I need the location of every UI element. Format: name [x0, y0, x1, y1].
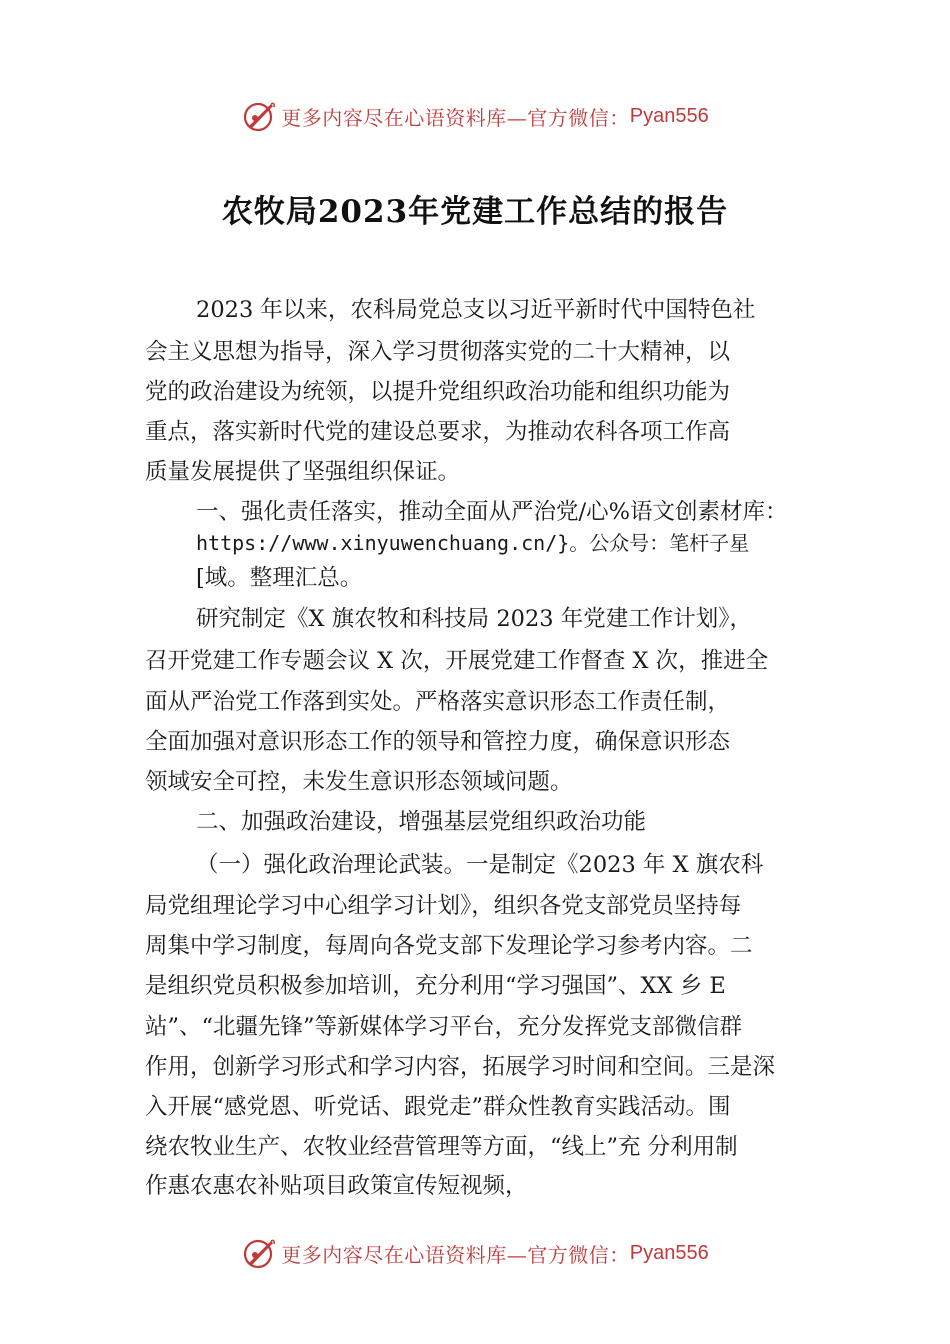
body-line: 周集中学习制度，每周向各党支部下发理论学习参考内容。二: [145, 933, 753, 959]
body-line: 作用，创新学习形式和学习内容，拓展学习时间和空间。三是深: [145, 1054, 776, 1080]
body-line-url: https://www.xinyuwenchuang.cn/}。公众号：笔杆子星: [196, 531, 750, 555]
watermark-text: 更多内容尽在心语资料库—官方微信：: [281, 1242, 630, 1267]
body-line: 入开展“感党恩、听党话、跟党走”群众性教育实践活动。围: [145, 1094, 731, 1120]
body-line: 站”、“北疆先锋”等新媒体学习平台，充分发挥党支部微信群: [145, 1014, 743, 1040]
section-heading: 二、加强政治建设，增强基层党组织政治功能: [196, 809, 647, 835]
body-line: 是组织党员积极参加培训，充分利用“学习强国”、XX 乡 E: [145, 973, 726, 999]
body-line: 全面加强对意识形态工作的领导和管控力度，确保意识形态: [145, 729, 731, 755]
body-line: 局党组理论学习中心组学习计划》，组织各党支部党员坚持每: [145, 893, 742, 919]
section-heading: 一、强化责任落实，推动全面从严治党/心%语文创素材库：: [196, 499, 788, 525]
watermark-account: Pyan556: [629, 104, 709, 127]
watermark-text: 更多内容尽在心语资料库—官方微信：: [281, 105, 630, 130]
body-line: 召开党建工作专题会议 X 次，开展党建工作督查 X 次，推进全: [145, 648, 769, 674]
body-line: 2023 年以来，农科局党总支以习近平新时代中国特色社: [196, 297, 756, 323]
body-line: 作惠农惠农补贴项目政策宣传短视频，: [145, 1173, 528, 1199]
body-line: 会主义思想为指导，深入学习贯彻落实党的二十大精神，以: [145, 339, 731, 365]
body-line: 面从严治党工作落到实处。严格落实意识形态工作责任制，: [145, 689, 731, 715]
body-line: 重点，落实新时代党的建设总要求，为推动农科各项工作高: [145, 419, 731, 445]
quill-seal-icon: [241, 98, 277, 134]
body-line: （一）强化政治理论武装。一是制定《2023 年 X 旗农科: [196, 852, 764, 878]
watermark-account: Pyan556: [629, 1241, 709, 1264]
body-line: 绕农牧业生产、农牧业经营管理等方面，“线上”充 分利用制: [145, 1134, 738, 1160]
body-line: 领域安全可控，未发生意识形态领域问题。: [145, 769, 573, 795]
body-line: 研究制定《X 旗农牧和科技局 2023 年党建工作计划》，: [196, 606, 752, 632]
body-line: 党的政治建设为统领，以提升党组织政治功能和组织功能为: [145, 379, 731, 405]
body-line: 质量发展提供了坚强组织保证。: [145, 459, 461, 485]
body-line: [域。整理汇总。: [196, 565, 363, 591]
watermark-banner-top: [0, 96, 950, 136]
watermark-banner-bottom: [0, 1233, 950, 1273]
document-title: 农牧局2023年党建工作总结的报告: [221, 194, 729, 230]
quill-seal-icon: [241, 1235, 277, 1271]
